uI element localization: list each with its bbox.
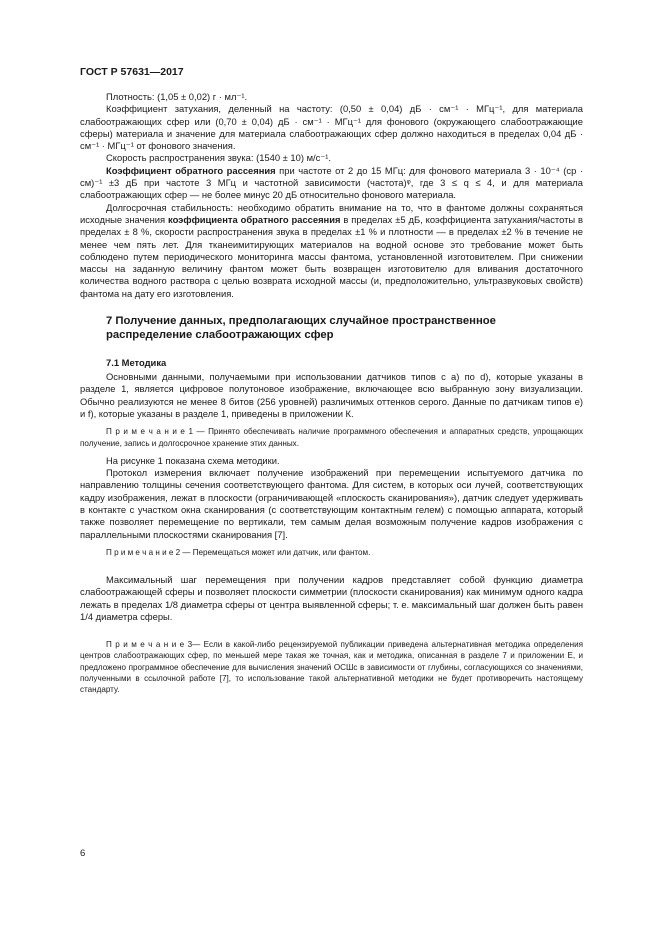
note-3-label: П р и м е ч а н и е 3 xyxy=(106,640,193,650)
backscatter-term: Коэффициент обратного рассеяния xyxy=(106,164,276,176)
section-7-1-title: 7.1 Методика xyxy=(106,356,167,368)
methods-paragraph-2: На рисунке 1 показана схема методики. xyxy=(106,454,280,466)
methods-paragraph-3: Протокол измерения включает получение изображений при перемещении испытуемого датчика по направлению толщины сечения соответствующего фантома. Для систем, в которых оси лучей, соответствующих кадру изображения, лежат в плоскости (ограничивающей «плоскость сканирования»), датчик следует удерживать в контакте с участком окна сканирования (с соответствующим контактным гелем) с помощью аппарата, который также позволяет перемещение по вертикали, тем самым делая возможным получение кадров изображения с параллельными плоскостями сканирования [7]. xyxy=(80,467,583,540)
note-1-text: — Принято обеспечивать наличие программного обеспечения и аппаратных средств, упрощающих получение, запись и долгосрочное хранение этих данных. xyxy=(80,427,583,448)
sound-speed-paragraph: Скорость распространения звука: (1540 ± 10) м/с⁻¹. xyxy=(106,152,331,164)
stability-term: коэффициента обратного рассеяния xyxy=(168,213,341,225)
stability-text-2: в пределах ±5 дБ, коэффициента затухания/частоты в пределах ± 8 %, скорости распространения звука в пределах ±1 % и плотности — в пределах ±2 % в течение не менее чем пять лет. Для тканеимитирующих материалов на водной основе это требование может быть соблюдено путем периодического мониторинга массы фантома, установленной изготовителем. При снижении массы на заданную величину фантом может быть возвращен изготовителю для вливания достаточного количества водного раствора с целью возврата исходной массы (и, предположительно, ультразвуковых свойств) фантома на дату его изготовления. xyxy=(80,213,583,299)
spacer xyxy=(80,564,583,574)
note-3 xyxy=(80,639,583,695)
page-number: 6 xyxy=(80,848,86,859)
section-7-title: 7 Получение данных, предполагающих случайное пространственное распределение слабоотражающих сфер xyxy=(106,315,496,342)
stability-paragraph xyxy=(80,202,583,300)
document-header: ГОСТ Р 57631—2017 xyxy=(80,66,184,78)
spacer xyxy=(80,623,583,633)
backscatter-text: при частоте от 2 до 15 МГц: для фонового материала 3 · 10⁻⁴ (ср · см)⁻¹ ±3 дБ при частоте 3 МГц и частотной зависимости (частота)ᵠ, где 3 ≤ q ≤ 4, и для материала слабоотражающих сфер — не более минус 20 дБ относительно фонового материала. xyxy=(80,164,583,201)
note-3-text: — Если в какой-либо рецензируемой публикации приведена альтернативная методика определения центров слабоотражающих сфер, по меньшей мере такая же точная, как и методика, описанная в разделе 7 и приложении Е, и предложено программное обеспечение для вычисления значений ОСШc в зависимости от глубины, согласующихся со значениями, полученными в ссылочной работе [7], то использование такой альтернативной методики не будет противоречить настоящему стандарту. xyxy=(80,640,583,695)
attenuation-paragraph: Коэффициент затухания, деленный на частоту: (0,50 ± 0,04) дБ · см⁻¹ · МГц⁻¹, для материала слабоотражающих сфер или (0,70 ± 0,04) дБ · см⁻¹ · МГц⁻¹ для фонового (окружающего слабоотражающие сферы) материала и значение для материала слабоотражающих сфер должно находиться в пределах 0,04 дБ · см⁻¹ · МГц⁻¹ от фонового значения. xyxy=(80,103,583,152)
note-2 xyxy=(80,547,583,558)
note-2-text: — Перемещаться может или датчик, или фантом. xyxy=(180,547,371,557)
methods-paragraph-4: Максимальный шаг перемещения при получении кадров представляет собой функцию диаметра слабоотражающей сферы и позволяет плоскости симметрии (плоскости сканирования) как минимум одного кадра лежать в пределах 1/8 диаметра сферы от центра выявленной сферы; т. е. максимальный шаг должен быть равен 1/4 диаметра сферы. xyxy=(80,574,583,622)
density-paragraph: Плотность: (1,05 ± 0,02) г · мл⁻¹. xyxy=(106,91,248,102)
note-1 xyxy=(80,426,583,448)
stability-text-1: Долгосрочная стабильность: необходимо обратить внимание на то, что в фантоме должны сохраняться исходные значения xyxy=(80,201,583,225)
note-2-label: П р и м е ч а н и е 2 xyxy=(106,547,181,557)
document-body xyxy=(80,91,583,701)
note-1-label: П р и м е ч а н и е 1 xyxy=(106,427,193,437)
backscatter-paragraph xyxy=(80,165,583,202)
methods-paragraph-1: Основными данными, получаемыми при использовании датчиков типов с a) по d), которые указаны в разделе 1, является цифровое полутоновое изображение, включающее всю выбранную зону визуализации. Обычно реализуются не менее 8 битов (256 уровней) различимых оттенков серого. Данные по датчикам типов e) и f), которые указаны в разделе 1, приведены в приложении К. xyxy=(80,371,583,420)
